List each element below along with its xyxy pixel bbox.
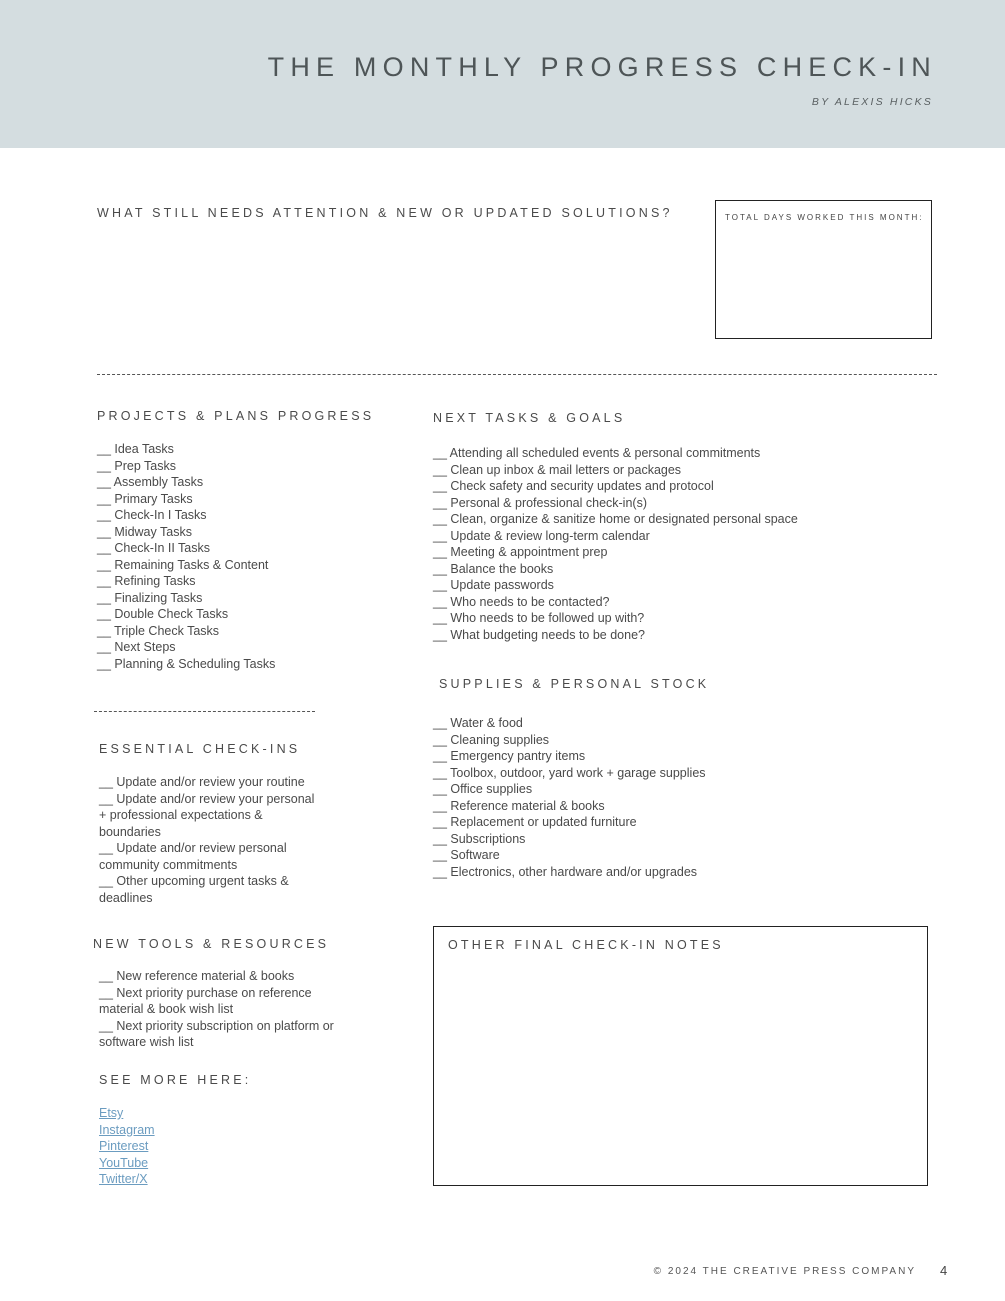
list-item[interactable]: __ Update passwords xyxy=(433,578,554,592)
projects-heading: PROJECTS & PLANS PROGRESS xyxy=(97,409,375,423)
essential-heading: ESSENTIAL CHECK-INS xyxy=(99,742,301,756)
list-item[interactable]: __ Who needs to be contacted? xyxy=(433,594,610,609)
tools-list xyxy=(99,968,334,1051)
list-item[interactable]: __ Primary Tasks xyxy=(97,491,193,506)
notes-box[interactable] xyxy=(433,926,928,1186)
list-item[interactable]: __ Midway Tasks xyxy=(97,524,192,539)
link-youtube[interactable]: YouTube xyxy=(99,1155,149,1170)
next-tasks-list xyxy=(433,445,798,643)
list-item[interactable]: __ Meeting & appointment prep xyxy=(433,545,608,559)
author-byline: BY ALEXIS HICKS xyxy=(811,96,933,108)
list-item[interactable]: __ Emergency pantry items xyxy=(433,749,586,763)
next-tasks-heading: NEXT TASKS & GOALS xyxy=(433,411,626,425)
supplies-heading: SUPPLIES & PERSONAL STOCK xyxy=(439,677,710,691)
list-item[interactable]: __ Cleaning supplies xyxy=(433,732,550,747)
page-number: 4 xyxy=(940,1263,948,1278)
list-item[interactable]: __ Subscriptions xyxy=(433,831,526,846)
supplies-list xyxy=(433,715,706,880)
list-item[interactable]: __ Next priority purchase on reference xyxy=(99,985,312,1000)
list-item[interactable]: __ What budgeting needs to be done? xyxy=(433,627,645,642)
list-item[interactable]: __ Check-In I Tasks xyxy=(97,508,207,522)
link-etsy[interactable]: Etsy xyxy=(99,1106,124,1120)
link-instagram[interactable]: Instagram xyxy=(99,1122,155,1137)
list-item[interactable]: __ Electronics, other hardware and/or upgrades xyxy=(433,864,698,879)
list-item[interactable]: __ Personal & professional check-in(s) xyxy=(433,495,647,510)
list-item[interactable]: __ Balance the books xyxy=(433,561,554,576)
list-item: material & book wish list xyxy=(99,1002,234,1016)
list-item[interactable]: __ Check safety and security updates and protocol xyxy=(433,479,714,493)
page-title: THE MONTHLY PROGRESS CHECK-IN xyxy=(267,52,937,82)
total-days-box[interactable] xyxy=(715,200,932,339)
list-item[interactable]: __ Attending all scheduled events & personal commitments xyxy=(433,446,761,460)
header-banner xyxy=(0,0,1005,148)
list-item: software wish list xyxy=(99,1035,194,1049)
see-more-heading: SEE MORE HERE: xyxy=(99,1073,252,1087)
list-item: community commitments xyxy=(99,857,238,872)
list-item[interactable]: __ Next priority subscription on platform or xyxy=(99,1018,334,1033)
list-item[interactable]: __ New reference material & books xyxy=(99,969,295,983)
list-item[interactable]: __ Clean up inbox & mail letters or packages xyxy=(433,462,682,477)
list-item[interactable]: __ Toolbox, outdoor, yard work + garage supplies xyxy=(433,765,706,780)
list-item[interactable]: __ Assembly Tasks xyxy=(97,475,204,489)
list-item[interactable]: __ Prep Tasks xyxy=(97,458,176,473)
attention-heading: WHAT STILL NEEDS ATTENTION & NEW OR UPDATED SOLUTIONS? xyxy=(97,206,673,220)
section-divider xyxy=(97,374,937,375)
list-item: + professional expectations & xyxy=(99,808,263,822)
list-item[interactable]: __ Clean, organize & sanitize home or designated personal space xyxy=(433,512,798,526)
total-days-label: TOTAL DAYS WORKED THIS MONTH: xyxy=(725,213,924,222)
list-item[interactable]: __ Finalizing Tasks xyxy=(97,590,203,605)
list-item[interactable]: __ Triple Check Tasks xyxy=(97,623,220,638)
list-item[interactable]: __ Update and/or review personal xyxy=(99,841,287,855)
list-item[interactable]: __ Update and/or review your routine xyxy=(99,775,305,789)
list-item[interactable]: __ Other upcoming urgent tasks & xyxy=(99,874,289,888)
projects-list xyxy=(97,441,275,672)
list-item: boundaries xyxy=(99,824,161,839)
list-item[interactable]: __ Water & food xyxy=(433,716,523,730)
short-divider xyxy=(94,711,315,712)
list-item[interactable]: __ Double Check Tasks xyxy=(97,607,229,621)
list-item[interactable]: __ Check-In II Tasks xyxy=(97,541,211,555)
tools-heading: NEW TOOLS & RESOURCES xyxy=(93,937,330,951)
list-item[interactable]: __ Next Steps xyxy=(97,640,176,654)
list-item[interactable]: __ Refining Tasks xyxy=(97,574,196,588)
list-item[interactable]: __ Planning & Scheduling Tasks xyxy=(97,656,276,671)
list-item[interactable]: __ Update and/or review your personal xyxy=(99,791,315,806)
list-item: deadlines xyxy=(99,890,153,905)
list-item[interactable]: __ Software xyxy=(433,848,500,862)
list-item[interactable]: __ Remaining Tasks & Content xyxy=(97,557,269,572)
list-item[interactable]: __ Idea Tasks xyxy=(97,442,174,456)
notes-heading: OTHER FINAL CHECK-IN NOTES xyxy=(448,938,724,952)
essential-list xyxy=(99,774,314,906)
list-item[interactable]: __ Update & review long-term calendar xyxy=(433,528,650,543)
list-item[interactable]: __ Who needs to be followed up with? xyxy=(433,611,645,625)
link-twitter[interactable]: Twitter/X xyxy=(99,1172,148,1186)
list-item[interactable]: __ Office supplies xyxy=(433,782,533,796)
social-links xyxy=(99,1105,155,1188)
list-item[interactable]: __ Replacement or updated furniture xyxy=(433,815,637,829)
list-item[interactable]: __ Reference material & books xyxy=(433,798,605,813)
link-pinterest[interactable]: Pinterest xyxy=(99,1139,149,1153)
copyright-footer: © 2024 THE CREATIVE PRESS COMPANY xyxy=(653,1266,916,1277)
